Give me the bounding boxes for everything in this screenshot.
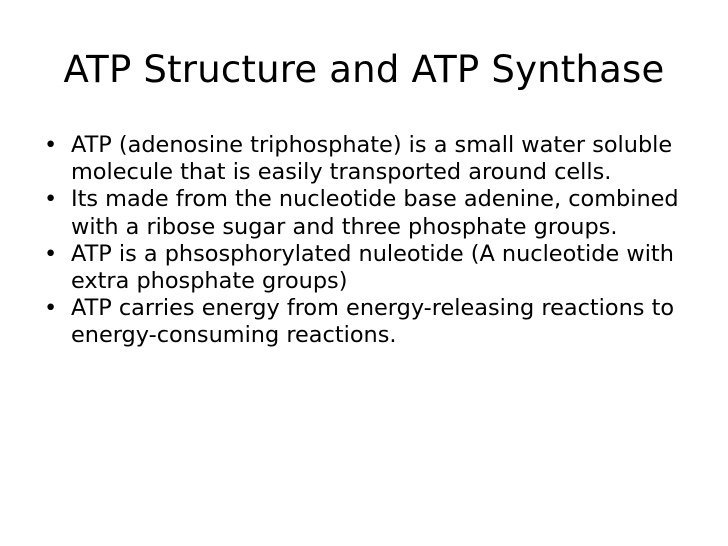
bullet-text: ATP is a phsosphorylated nuleotide (A nucleotide with extra phosphate groups) — [71, 240, 674, 295]
bullet-item — [44, 186, 694, 240]
bullet-icon: • — [44, 240, 58, 267]
bullet-icon: • — [44, 186, 58, 213]
bullet-list — [44, 132, 694, 350]
bullet-icon: • — [44, 295, 58, 322]
slide-title: ATP Structure and ATP Synthase — [63, 48, 665, 91]
bullet-text: ATP (adenosine triphosphate) is a small water soluble molecule that is easily transported around cells. — [71, 132, 673, 186]
bullet-text: Its made from the nucleotide base adenine, combined with a ribose sugar and three phosphate groups. — [71, 186, 679, 240]
bullet-icon: • — [44, 132, 58, 158]
bullet-item — [44, 295, 694, 349]
bullet-item — [44, 241, 694, 295]
bullet-item — [44, 132, 694, 186]
bullet-text: ATP carries energy from energy-releasing reactions to energy-consuming reactions. — [71, 295, 675, 349]
